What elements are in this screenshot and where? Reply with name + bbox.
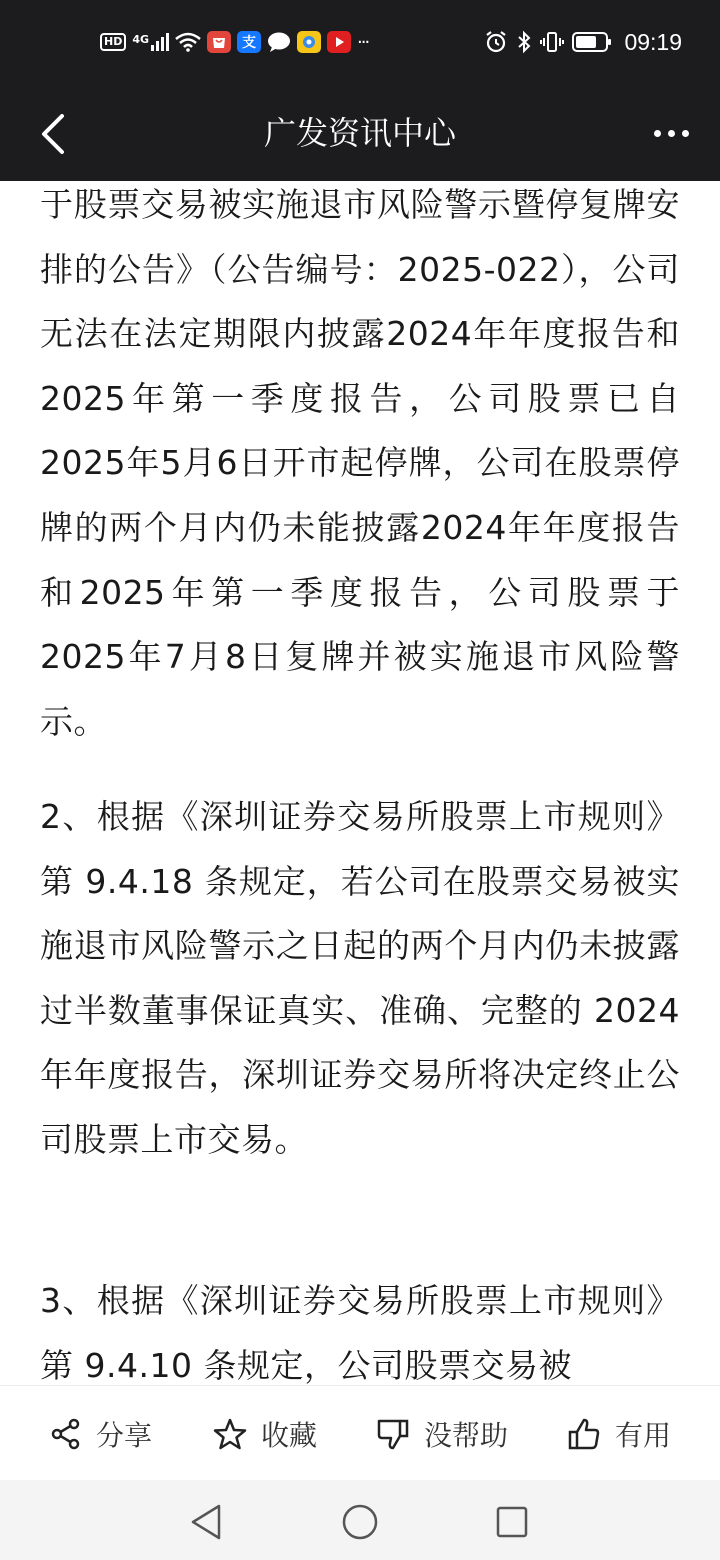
battery-icon (572, 31, 612, 53)
star-icon (213, 1417, 247, 1451)
back-button[interactable] (28, 104, 78, 164)
alarm-icon (484, 30, 508, 54)
bluetooth-icon (516, 30, 532, 54)
useful-button[interactable] (567, 1386, 671, 1481)
chat-bubble-icon (267, 31, 291, 53)
page-title: 广发资讯中心 (263, 114, 456, 152)
more-options-button[interactable] (646, 108, 696, 158)
favorite-label: 收藏 (261, 1418, 318, 1452)
favorite-button[interactable] (213, 1386, 317, 1481)
article-content[interactable] (0, 181, 720, 1385)
app-icon (297, 31, 321, 53)
alipay-app-icon: 支 (237, 31, 261, 53)
signal-icon (132, 33, 169, 51)
wifi-icon (175, 32, 201, 52)
more-dot-icon (682, 130, 689, 137)
more-dot-icon (654, 130, 661, 137)
video-app-icon (327, 31, 351, 53)
more-notifications-icon: ··· (357, 31, 369, 53)
thumbs-up-icon (567, 1417, 601, 1451)
network-type-label: 4G (132, 33, 150, 46)
triangle-back-icon (189, 1503, 223, 1541)
article-paragraph: 2、根据《深圳证券交易所股票上市规则》第 9.4.18 条规定，若公司在股票交易被实施退市风险警示之日起的两个月内仍未披露过半数董事保证真实、准确、完整的 2024 年年度报告，深圳证券交易所将决定终止公司股票上市交易。 (40, 797, 680, 1159)
chevron-left-icon (40, 114, 66, 154)
status-bar (0, 0, 720, 86)
share-icon (50, 1418, 82, 1450)
clock: 09:19 (624, 28, 682, 55)
status-right (484, 28, 682, 56)
unhelpful-button[interactable] (376, 1386, 508, 1481)
status-left (100, 28, 368, 56)
shop-app-icon (207, 31, 231, 53)
nav-home-button[interactable] (338, 1500, 382, 1544)
system-nav-bar (0, 1480, 720, 1560)
article-paragraph: 3、根据《深圳证券交易所股票上市规则》第 9.4.10 条规定，公司股票交易被 (40, 1281, 680, 1385)
useful-label: 有用 (615, 1418, 672, 1452)
square-recents-icon (495, 1505, 529, 1539)
unhelpful-label: 没帮助 (424, 1418, 509, 1452)
nav-back-button[interactable] (184, 1500, 228, 1544)
thumbs-down-icon (376, 1417, 410, 1451)
more-dot-icon (668, 130, 675, 137)
circle-home-icon (341, 1503, 379, 1541)
title-bar (0, 86, 720, 181)
action-bar (0, 1385, 720, 1481)
share-button[interactable] (50, 1386, 152, 1481)
vibrate-icon (540, 30, 564, 54)
hd-badge: HD (100, 33, 126, 51)
nav-recents-button[interactable] (490, 1500, 534, 1544)
article-paragraph: 于股票交易被实施退市风险警示暨停复牌安排的公告》（公告编号：2025-022），公司无法在法定期限内披露2024年年度报告和2025年第一季度报告，公司股票已自2025年5月6日开市起停牌，公司在股票停牌的两个月内仍未能披露2024年年度报告和2025年第一季度报告，公司股票于2025年7月8日复牌并被实施退市风险警示。 (40, 185, 680, 741)
share-label: 分享 (96, 1418, 153, 1452)
